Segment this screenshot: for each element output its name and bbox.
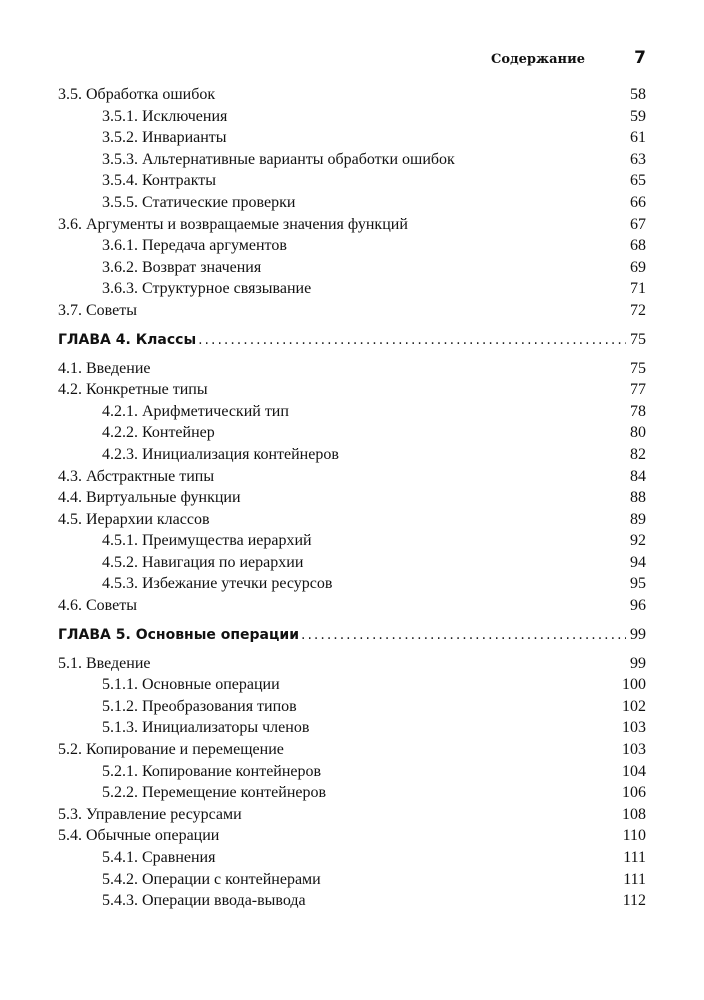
toc-entry-title: 4.2.1. Арифметический тип [102,402,289,420]
toc-entry-title: 4.5.1. Преимущества иерархий [102,532,312,550]
toc-entry-title: 5.1.3. Инициализаторы членов [102,719,310,737]
toc-subsection-entry [58,552,646,574]
toc-subsection-entry [58,235,646,257]
toc-page-number: 106 [622,784,646,802]
toc-entry-title: 5.2. Копирование и перемещение [58,741,284,759]
toc-subsection-entry [58,696,646,718]
toc-page-number: 66 [630,193,646,211]
toc-entry-title: 5.3. Управление ресурсами [58,805,242,823]
toc-entry-title: 3.5.5. Статические проверки [102,193,296,211]
toc-entry-title: 5.2.2. Перемещение контейнеров [102,784,327,802]
toc-page-number: 71 [630,280,646,298]
toc-subsection-entry [58,278,646,300]
toc-entry-title: 4.4. Виртуальные функции [58,489,241,507]
toc-page-number: 77 [630,381,646,399]
toc-entry-title: 5.4. Обычные операции [58,827,220,845]
toc-entry-title: 4.1. Введение [58,359,151,377]
toc-subsection-entry [58,847,646,869]
toc-section-entry [58,300,646,322]
toc-page-number: 69 [630,258,646,276]
toc-page-number: 103 [622,719,646,737]
toc-subsection-entry [58,530,646,552]
toc-subsection-entry [58,106,646,128]
toc-subsection-entry [58,149,646,171]
toc-section-entry [58,595,646,617]
toc-page-number: 78 [630,402,646,420]
toc-page-number: 92 [630,532,646,550]
toc-entry-title: 5.4.1. Сравнения [102,849,216,866]
toc-page-number: 75 [630,330,646,348]
toc-entry-title: 3.6.3. Структурное связывание [102,280,312,298]
toc-section-entry [58,358,646,380]
toc-entry-title: 3.7. Советы [58,301,137,319]
running-head [0,48,704,70]
toc-subsection-entry [58,444,646,466]
toc-entry-title: 5.4.3. Операции ввода-вывода [102,892,306,910]
toc-page-number: 99 [630,625,646,643]
toc-page-number: 99 [630,654,646,672]
toc-entry-title: 4.2.3. Инициализация контейнеров [102,445,339,463]
toc-page-number: 89 [630,510,646,528]
toc-entry-title: 4.2.2. Контейнер [102,424,215,442]
toc-entry-title: 3.6. Аргументы и возвращаемые значения функций [58,215,408,233]
toc-subsection-entry [58,401,646,423]
toc-subsection-entry [58,674,646,696]
toc-entry-title: 5.1.2. Преобразования типов [102,697,297,715]
toc-section-entry [58,804,646,826]
toc-entry-title: 4.6. Советы [58,597,137,615]
dot-leader [301,623,626,647]
running-head-title: Содержание [490,52,585,67]
toc-entry-title: 3.6.1. Передача аргументов [102,237,287,255]
toc-page-number: 63 [630,150,646,168]
toc-subsection-entry [58,782,646,804]
toc-entry-title: 4.3. Абстрактные типы [58,467,215,485]
toc-page-number: 61 [630,129,646,147]
toc-subsection-entry [58,422,646,444]
toc-page-number: 68 [630,237,646,255]
toc-subsection-entry [58,761,646,783]
toc-chapter-title: ГЛАВА 5. Основные операции [58,626,300,643]
toc-subsection-entry [58,869,646,891]
toc-entry-title: 3.5. Обработка ошибок [58,86,216,103]
toc-entry-title: 5.4.2. Операции с контейнерами [102,870,321,888]
toc-entry-title: 3.5.4. Контракты [102,172,217,190]
toc-section-entry [58,653,646,675]
toc-section-entry [58,487,646,509]
toc-page-number: 72 [630,301,646,319]
toc-entry-title: 5.2.1. Копирование контейнеров [102,762,322,780]
toc-entry-title: 5.1.1. Основные операции [102,676,280,694]
toc-page-number: 96 [630,597,646,615]
toc-page-number: 103 [622,741,646,759]
toc-entry-title: 3.6.2. Возврат значения [102,258,262,276]
toc-page-number: 94 [630,553,646,571]
toc-section-entry [58,379,646,401]
toc-subsection-entry [58,573,646,595]
toc-section-entry [58,84,646,106]
toc-page-number: 59 [630,107,646,125]
toc-entry-title: 3.5.1. Исключения [102,107,228,125]
page-number: 7 [634,48,646,68]
toc-subsection-entry [58,127,646,149]
toc-section-entry [58,739,646,761]
toc-page-number: 67 [630,215,646,233]
toc-entry-title: 3.5.2. Инварианты [102,129,227,147]
toc-subsection-entry [58,192,646,214]
toc-chapter-title: ГЛАВА 4. Классы [58,331,197,348]
toc-subsection-entry [58,170,646,192]
toc-page-number: 95 [630,575,646,593]
table-of-contents [58,84,646,912]
toc-page-number: 82 [630,445,646,463]
toc-section-entry [58,825,646,847]
toc-page-number: 111 [623,849,646,866]
toc-page-number: 104 [622,762,646,780]
toc-page-number: 88 [630,489,646,507]
toc-page-number: 58 [630,86,646,103]
toc-entry-title: 5.1. Введение [58,654,151,672]
toc-chapter-entry [58,623,646,647]
toc-page-number: 100 [622,676,646,694]
toc-subsection-entry [58,257,646,279]
toc-entry-title: 4.5.2. Навигация по иерархии [102,553,304,571]
toc-page-number: 108 [622,805,646,823]
toc-subsection-entry [58,890,646,912]
toc-page-number: 80 [630,424,646,442]
toc-page-number: 75 [630,359,646,377]
toc-page-number: 65 [630,172,646,190]
toc-entry-title: 3.5.3. Альтернативные варианты обработки ошибок [102,150,455,168]
toc-section-entry [58,509,646,531]
toc-chapter-entry [58,328,646,352]
toc-entry-title: 4.2. Конкретные типы [58,381,208,399]
toc-section-entry [58,466,646,488]
toc-page-number: 112 [622,892,646,910]
toc-page-number: 102 [622,697,646,715]
toc-page-number: 111 [623,870,646,888]
toc-entry-title: 4.5.3. Избежание утечки ресурсов [102,575,333,593]
toc-page-number: 110 [622,827,646,845]
toc-section-entry [58,214,646,236]
dot-leader [198,328,626,352]
toc-entry-title: 4.5. Иерархии классов [58,510,210,528]
toc-subsection-entry [58,717,646,739]
toc-page-number: 84 [630,467,646,485]
